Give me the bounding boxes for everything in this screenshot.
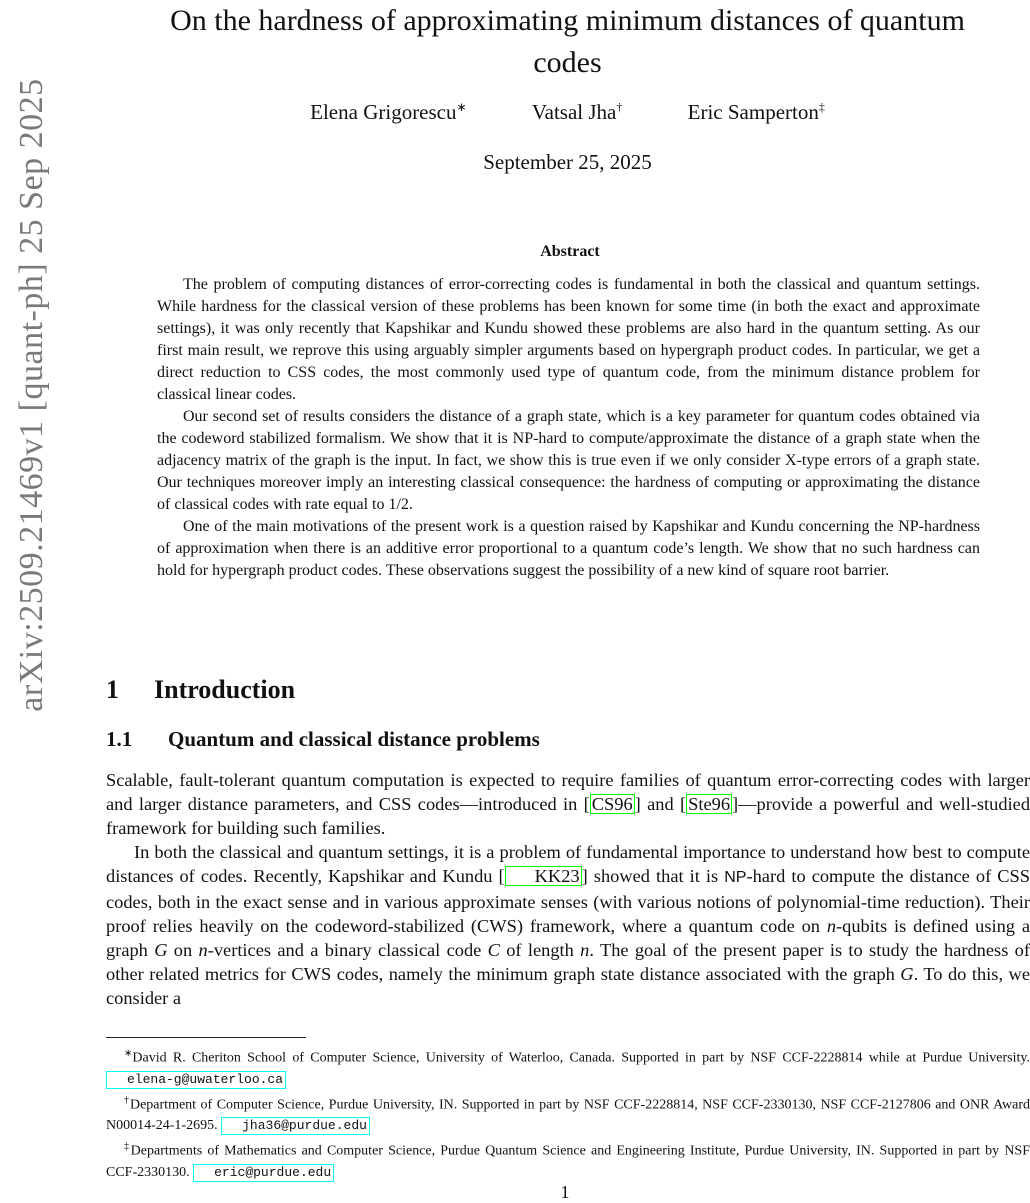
- citation-link-kk23[interactable]: KK23: [505, 866, 582, 886]
- footnote-1: [106, 1043, 1030, 1090]
- body-paragraph-2: [106, 840, 1030, 1010]
- author-2: [532, 100, 623, 125]
- citation-open: [: [680, 794, 687, 814]
- author-3: [688, 100, 825, 125]
- abstract-heading: Abstract: [540, 243, 600, 260]
- citation-close: ]: [732, 794, 739, 814]
- math-variable: n: [198, 940, 208, 960]
- citation-close: ]: [581, 866, 588, 886]
- footnote-divider: [106, 1037, 306, 1038]
- citation-open: [: [583, 794, 590, 814]
- page-number: 1: [560, 1182, 570, 1202]
- text-run: -qubits is defined using a graph: [106, 916, 1030, 960]
- author-name: Elena Grigorescu: [310, 100, 457, 124]
- math-variable: G: [154, 940, 168, 960]
- author-footnote-mark[interactable]: †: [616, 100, 623, 114]
- author-name: Vatsal Jha: [531, 100, 617, 124]
- author-footnote-mark[interactable]: ∗: [456, 100, 467, 114]
- footnote-mark: †: [124, 1094, 130, 1106]
- subsection-title: Quantum and classical distance problems: [168, 727, 540, 751]
- paper-title: [105, 0, 1030, 84]
- math-variable: C: [487, 940, 500, 960]
- section-number: 1: [106, 675, 119, 704]
- math-variable: G: [900, 964, 914, 984]
- author-footnote-mark[interactable]: ‡: [818, 100, 825, 114]
- text-run: . To do this, we consider a: [106, 964, 1030, 1008]
- text-run: -hard to compute the distance of CSS codes, both in the exact sense and in various approximate senses (with various notions of polynomial-time reduction). Their proof relies heavily on the codeword-stabilized (CWS) framework, where a quantum code on: [106, 866, 1030, 936]
- footnote-text: David R. Cheriton School of Computer Science, University of Waterloo, Canada. Supported in part by NSF CCF-2228814 while at Purdue University.: [132, 1050, 1030, 1066]
- math-variable: n: [826, 916, 837, 936]
- title-line-1: On the hardness of approximating minimum distances of quantum: [170, 4, 965, 37]
- footnote-3: [106, 1136, 1030, 1183]
- text-run: -vertices and a binary classical code: [207, 940, 488, 960]
- body-paragraph-1: [106, 768, 1030, 840]
- author-list: [105, 100, 1030, 125]
- citation-open: [: [498, 866, 505, 886]
- section-title: Introduction: [154, 675, 296, 704]
- abstract-paragraph-2: Our second set of results considers the distance of a graph state, which is a key parameter for quantum codes obtained via the codeword stabilized formalism. We show that it is NP-hard to compute/approximate the distance of a graph state when the adjacency matrix of the graph is the input. In fact, we show this is true even if we only consider X-type errors of a graph state. Our techniques moreover imply an interesting classical consequence: the hardness of computing or approximating the distance of classical codes with rate equal to 1/2.: [157, 408, 980, 513]
- footnote-text: Department of Computer Science, Purdue University, IN. Supported in part by NSF CCF-2228814, NSF CCF-2330130, NSF CCF-2127806 and ONR Award N00014-24-1-2695.: [106, 1097, 1030, 1134]
- subsection-number: 1.1: [106, 727, 133, 751]
- text-run: —provide a powerful and well-studied framework for building such families.: [106, 794, 1030, 838]
- text-run: on: [167, 940, 199, 960]
- abstract-body: [157, 274, 980, 582]
- footnote-mark: ‡: [124, 1141, 131, 1153]
- text-run: Scalable, fault-tolerant quantum computation is expected to require families of quantum error-correcting codes with larger and larger distance parameters, and CSS codes—introduced in: [106, 770, 1030, 814]
- text-run: and: [640, 794, 680, 814]
- footnote-2: [106, 1090, 1030, 1137]
- citation-link-ste96[interactable]: Ste96: [688, 794, 731, 814]
- text-run: . The goal of the present paper is to study the hardness of other related metrics for CWS codes, namely the minimum graph state distance associated with the graph: [106, 940, 1030, 984]
- title-line-2: codes: [533, 46, 602, 79]
- footnote-text: Departments of Mathematics and Computer Science, Purdue Quantum Science and Engineering Institute, Purdue University, IN. Supported in part by NSF CCF-2330130.: [106, 1143, 1030, 1180]
- introduction-body: [106, 768, 1030, 1010]
- complexity-class-np: NP: [724, 869, 747, 886]
- section-heading-introduction: [106, 675, 295, 705]
- arxiv-side-stamp: [2, 78, 62, 712]
- author-name: Eric Samperton: [687, 100, 819, 124]
- publication-date: September 25, 2025: [483, 150, 652, 174]
- abstract-paragraph-1: The problem of computing distances of error-correcting codes is fundamental in both the classical and quantum settings. While hardness for the classical version of these problems has been known for some time (in both the exact and approximate settings), it was only recently that Kapshikar and Kundu showed these problems are also hard in the quantum setting. As our first main result, we reprove this using arguably simpler arguments based on hypergraph product codes. In particular, we get a direct reduction to CSS codes, the most commonly used type of quantum code, from the minimum distance problem for classical linear codes.: [157, 276, 980, 403]
- text-run: In both the classical and quantum settings, it is a problem of fundamental importance to understand how best to compute distances of codes. Recently, Kapshikar and Kundu: [106, 842, 1030, 886]
- math-variable: n: [580, 940, 590, 960]
- citation-close: ]: [634, 794, 641, 814]
- arxiv-identifier: arXiv:2509.21469v1 [quant-ph] 25 Sep 2025: [13, 78, 50, 712]
- text-run: showed that it is: [587, 866, 725, 886]
- email-link-jha[interactable]: jha36@purdue.edu: [221, 1117, 370, 1135]
- email-link-samperton[interactable]: eric@purdue.edu: [193, 1164, 334, 1182]
- abstract-paragraph-3: One of the main motivations of the present work is a question raised by Kapshikar and Kundu concerning the NP-hardness of approximation when there is an additive error proportional to a quantum code’s length. We show that no such hardness can hold for hypergraph product codes. These observations suggest the possibility of a new kind of square root barrier.: [157, 518, 980, 579]
- footnotes: [106, 1043, 1030, 1183]
- footnote-mark: ∗: [124, 1048, 133, 1059]
- citation-link-cs96[interactable]: CS96: [591, 794, 633, 814]
- subsection-heading: [106, 727, 540, 752]
- email-link-grigorescu[interactable]: elena-g@uwaterloo.ca: [106, 1071, 286, 1089]
- author-1: [310, 100, 466, 125]
- text-run: of length: [499, 940, 581, 960]
